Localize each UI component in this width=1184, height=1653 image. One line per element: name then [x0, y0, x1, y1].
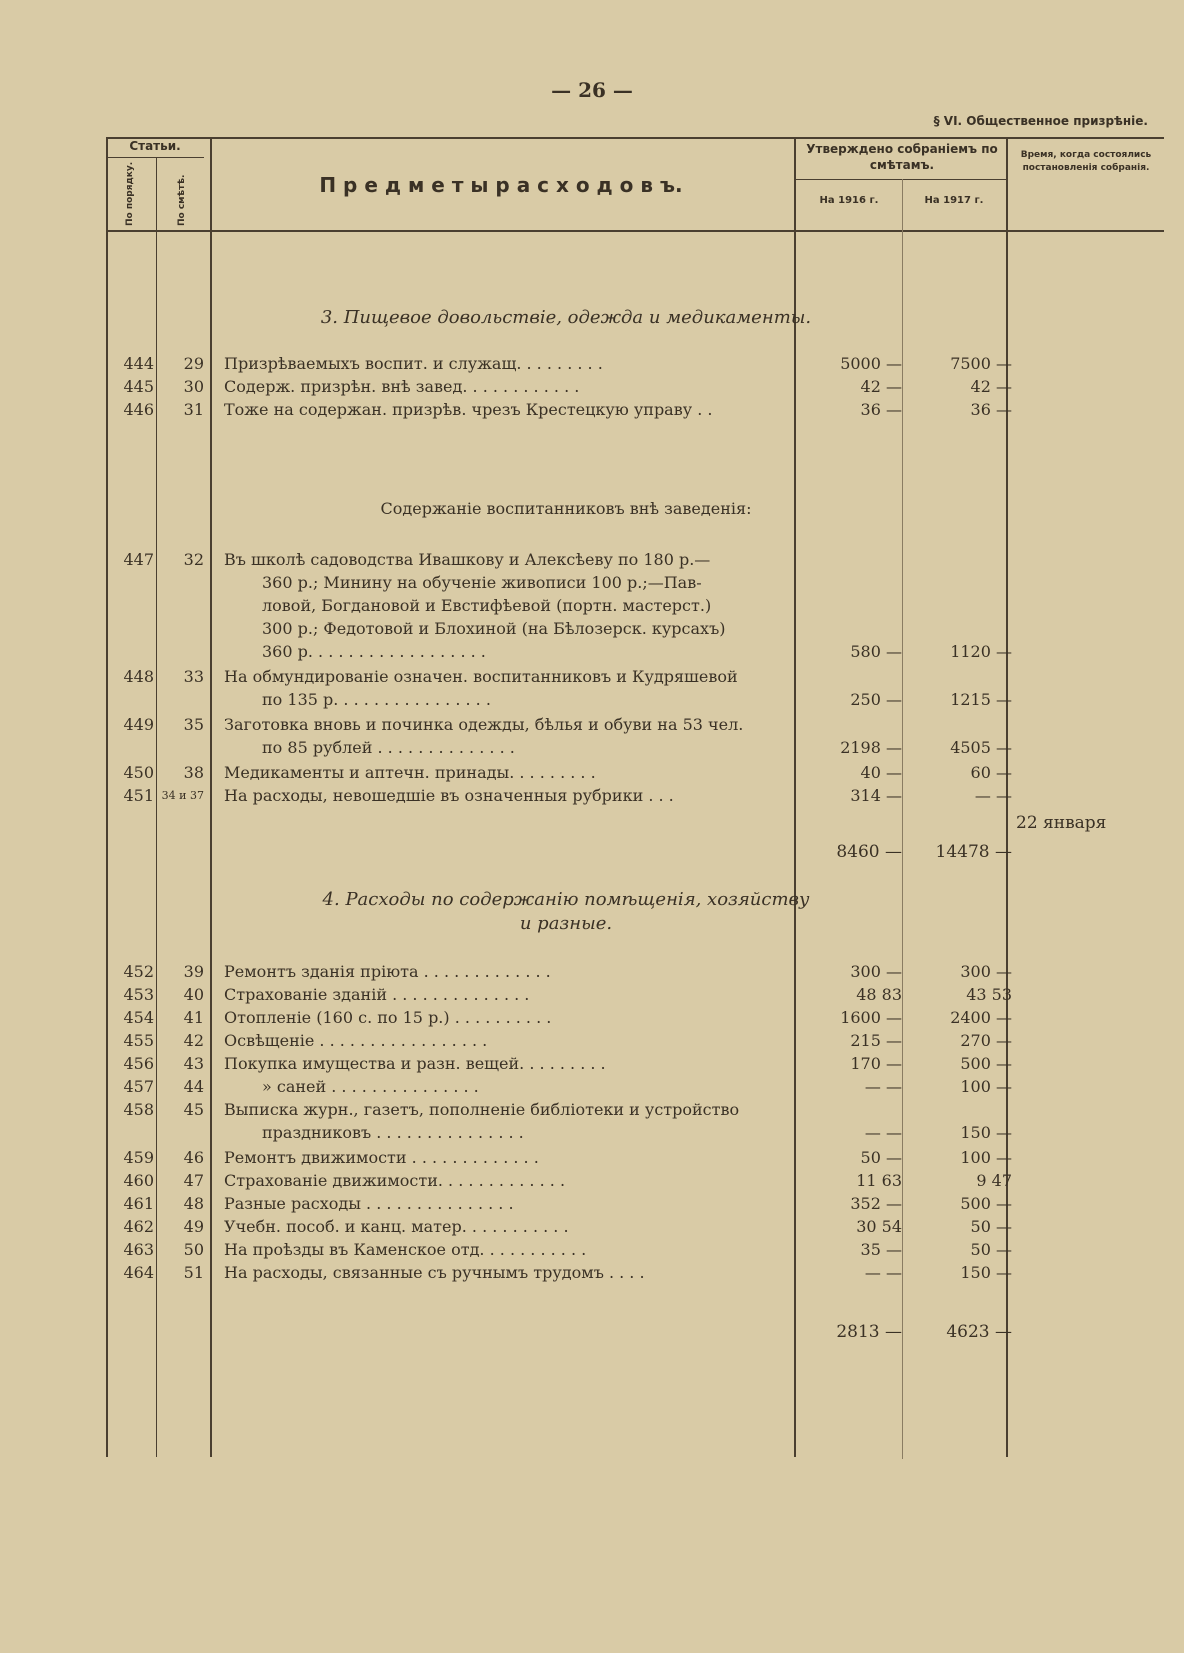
row-number: 454 [123, 1008, 154, 1027]
table-row [106, 376, 1164, 398]
article-number: 49 [183, 1217, 204, 1236]
table-row [106, 353, 1164, 375]
amount-1916: 300 — [850, 962, 902, 981]
row-number: 446 [123, 400, 154, 419]
amount-1917: 150 — [960, 1263, 1012, 1282]
table-row [106, 785, 1164, 807]
subtotal-1916: 2813 — [836, 1322, 902, 1342]
subsection-4-title: 4. Расходы по содержанію помѣщенія, хозяйству [322, 889, 810, 910]
header-time-column: Время, когда состоялись постановленія собранія. [1020, 150, 1152, 173]
table-row [106, 961, 1164, 983]
row-description: Призрѣваемыхъ воспит. и служащ. . . . . . . . . [224, 354, 603, 373]
amount-1916: — — [864, 1077, 902, 1096]
row-continuation [106, 1122, 1164, 1144]
subsection-heading-pupils-outside: Содержаніе воспитанниковъ внѣ заведенія: [380, 499, 752, 518]
amount-1917: 7500 — [950, 354, 1012, 373]
row-description: Освѣщеніе . . . . . . . . . . . . . . . . . [224, 1031, 488, 1050]
amount-1916: 2198 — [840, 738, 902, 757]
table-row [106, 1053, 1164, 1075]
header-year-1917: На 1917 г. [924, 195, 984, 206]
row-description: Страхованіе зданій . . . . . . . . . . . . . . [224, 985, 530, 1004]
article-number: 39 [183, 962, 204, 981]
row-description: » саней . . . . . . . . . . . . . . . [262, 1077, 479, 1096]
amount-1916: 40 — [860, 763, 902, 782]
row-description: Отопленіе (160 с. по 15 р.) . . . . . . . . . . [224, 1008, 552, 1027]
row-description: На обмундированіе означен. воспитанниковъ и Кудряшевой [224, 667, 738, 686]
amount-1917: 50 — [970, 1240, 1012, 1259]
row-description: 360 р.; Минину на обученіе живописи 100 р.;—Пав- [262, 573, 702, 592]
article-number: 38 [183, 763, 204, 782]
amount-1916: 48 83 [856, 985, 902, 1004]
page-number: — 26 — [551, 78, 633, 102]
table-row [106, 984, 1164, 1006]
article-number: 46 [183, 1148, 204, 1167]
table-row [106, 762, 1164, 784]
table-row [106, 1076, 1164, 1098]
article-number: 45 [183, 1100, 204, 1119]
amount-1916: 580 — [850, 642, 902, 661]
row-number: 462 [123, 1217, 154, 1236]
row-description: Заготовка вновь и починка одежды, бѣлья и обуви на 53 чел. [224, 715, 744, 734]
row-number: 451 [123, 786, 154, 805]
row-description: На проѣзды въ Каменское отд. . . . . . . . . . . [224, 1240, 587, 1259]
row-number: 444 [123, 354, 154, 373]
row-description: Ремонтъ движимости . . . . . . . . . . . . . [224, 1148, 539, 1167]
row-description: по 135 р. . . . . . . . . . . . . . . . [262, 690, 491, 709]
row-description: На расходы, невошедшіе въ означенныя рубрики . . . [224, 786, 674, 805]
table-row [106, 1099, 1164, 1121]
article-number: 47 [183, 1171, 204, 1190]
amount-1916: 1600 — [840, 1008, 902, 1027]
assembly-date: 22 января [1016, 813, 1107, 833]
amount-1917: 60 — [970, 763, 1012, 782]
row-description: Покупка имущества и разн. вещей. . . . . . . . . [224, 1054, 606, 1073]
table-row [106, 1239, 1164, 1261]
row-description: ловой, Богдановой и Евстифѣевой (портн. мастерст.) [262, 596, 712, 615]
approved-rule [796, 179, 1006, 180]
article-number: 51 [183, 1263, 204, 1282]
amount-1916: 11 63 [856, 1171, 902, 1190]
table-row [106, 1262, 1164, 1284]
row-description: Тоже на содержан. призрѣв. чрезъ Крестецкую управу . . [224, 400, 713, 419]
header-by-estimate: По смѣтѣ. [177, 174, 187, 226]
row-description: Выписка журн., газетъ, пополненіе библіотеки и устройство [224, 1100, 740, 1119]
row-number: 457 [123, 1077, 154, 1096]
subsection-3-title: 3. Пищевое довольствіе, одежда и медикаменты. [320, 307, 812, 328]
amount-1916: — — [864, 1123, 902, 1142]
table-row [106, 1216, 1164, 1238]
subtotal-1916: 8460 — [836, 842, 902, 862]
header-year-1916: На 1916 г. [819, 195, 879, 206]
row-continuation [106, 595, 1164, 617]
table-row [106, 1193, 1164, 1215]
article-number: 30 [183, 377, 204, 396]
amount-1917: — — [974, 786, 1012, 805]
row-number: 456 [123, 1054, 154, 1073]
row-continuation [106, 618, 1164, 640]
articles-rule [106, 157, 204, 158]
section-heading: § VI. Общественное призрѣніе. [933, 114, 1148, 128]
table-row [106, 666, 1164, 688]
amount-1917: 43 53 [966, 985, 1012, 1004]
row-number: 455 [123, 1031, 154, 1050]
amount-1916: 5000 — [840, 354, 902, 373]
subtotal-1917: 4623 — [946, 1322, 1012, 1342]
table-row [106, 1007, 1164, 1029]
row-number: 458 [123, 1100, 154, 1119]
header-subjects: П р е д м е т ы р а с х о д о в ъ. [319, 173, 683, 197]
row-number: 460 [123, 1171, 154, 1190]
table-row [106, 549, 1164, 571]
row-description: праздниковъ . . . . . . . . . . . . . . . [262, 1123, 524, 1142]
amount-1916: 30 54 [856, 1217, 902, 1236]
amount-1917: 42 — [970, 377, 1012, 396]
amount-1916: 352 — [850, 1194, 902, 1213]
table-row [106, 1030, 1164, 1052]
expense-table [106, 137, 1164, 1457]
header-approved: Утверждено собраніемъ по смѣтамъ. [806, 142, 998, 172]
article-number: 29 [183, 354, 204, 373]
article-number: 32 [183, 550, 204, 569]
row-number: 450 [123, 763, 154, 782]
row-number: 452 [123, 962, 154, 981]
article-number: 50 [183, 1240, 204, 1259]
row-number: 463 [123, 1240, 154, 1259]
amount-1916: 170 — [850, 1054, 902, 1073]
amount-1917: 50 — [970, 1217, 1012, 1236]
amount-1916: 35 — [860, 1240, 902, 1259]
amount-1916: 36 — [860, 400, 902, 419]
row-description: по 85 рублей . . . . . . . . . . . . . . [262, 738, 515, 757]
amount-1917: 150 — [960, 1123, 1012, 1142]
row-number: 461 [123, 1194, 154, 1213]
amount-1917: 9 47 [976, 1171, 1012, 1190]
article-number: 40 [183, 985, 204, 1004]
article-number: 44 [183, 1077, 204, 1096]
row-number: 449 [123, 715, 154, 734]
amount-1917: 500 — [960, 1054, 1012, 1073]
amount-1917: 4505 — [950, 738, 1012, 757]
amount-1917: 100 — [960, 1148, 1012, 1167]
row-description: Страхованіе движимости. . . . . . . . . . . . . [224, 1171, 566, 1190]
row-number: 448 [123, 667, 154, 686]
amount-1916: 42 — [860, 377, 902, 396]
row-number: 453 [123, 985, 154, 1004]
article-number: 41 [183, 1008, 204, 1027]
row-description: 360 р. . . . . . . . . . . . . . . . . . [262, 642, 486, 661]
row-number: 464 [123, 1263, 154, 1282]
subsection-4-title-cont: и разные. [519, 913, 613, 934]
amount-1917: 100 — [960, 1077, 1012, 1096]
amount-1916: 50 — [860, 1148, 902, 1167]
table-row [106, 1170, 1164, 1192]
article-number: 42 [183, 1031, 204, 1050]
article-number: 43 [183, 1054, 204, 1073]
amount-1916: 250 — [850, 690, 902, 709]
article-number: 31 [183, 400, 204, 419]
amount-1916: — — [864, 1263, 902, 1282]
amount-1917: 1120 — [950, 642, 1012, 661]
row-description: Медикаменты и аптечн. принады. . . . . . . . . [224, 763, 596, 782]
table-row [106, 1147, 1164, 1169]
row-continuation [106, 689, 1164, 711]
row-description: Учебн. пособ. и канц. матер. . . . . . . . . . . [224, 1217, 569, 1236]
row-description: 300 р.; Федотовой и Блохиной (на Бѣлозерск. курсахъ) [262, 619, 726, 638]
row-continuation [106, 641, 1164, 663]
row-continuation [106, 572, 1164, 594]
amount-1917: 500 — [960, 1194, 1012, 1213]
row-description: Въ школѣ садоводства Ивашкову и Алексѣеву по 180 р.— [224, 550, 711, 569]
article-number: 48 [183, 1194, 204, 1213]
row-continuation [106, 737, 1164, 759]
amount-1917: 2400 — [950, 1008, 1012, 1027]
amount-1916: 314 — [850, 786, 902, 805]
table-row [106, 714, 1164, 736]
row-number: 447 [123, 550, 154, 569]
row-number: 445 [123, 377, 154, 396]
row-description: Содерж. призрѣн. внѣ завед. . . . . . . . . . . . [224, 377, 580, 396]
amount-1916: 215 — [850, 1031, 902, 1050]
row-description: На расходы, связанные съ ручнымъ трудомъ . . . . [224, 1263, 645, 1282]
article-number: 35 [183, 715, 204, 734]
amount-1917: 1215 — [950, 690, 1012, 709]
table-row [106, 399, 1164, 421]
header-by-order: По порядку. [125, 161, 135, 226]
amount-1917: 36 — [970, 400, 1012, 419]
header-articles: Статьи. [129, 139, 181, 153]
row-description: Разные расходы . . . . . . . . . . . . . . . [224, 1194, 514, 1213]
article-number: 34 и 37 [161, 789, 204, 802]
article-number: 33 [183, 667, 204, 686]
amount-1917: 300 — [960, 962, 1012, 981]
row-number: 459 [123, 1148, 154, 1167]
row-description: Ремонтъ зданія пріюта . . . . . . . . . . . . . [224, 962, 551, 981]
amount-1917: 270 — [960, 1031, 1012, 1050]
subtotal-1917: 14478 — [935, 842, 1012, 862]
